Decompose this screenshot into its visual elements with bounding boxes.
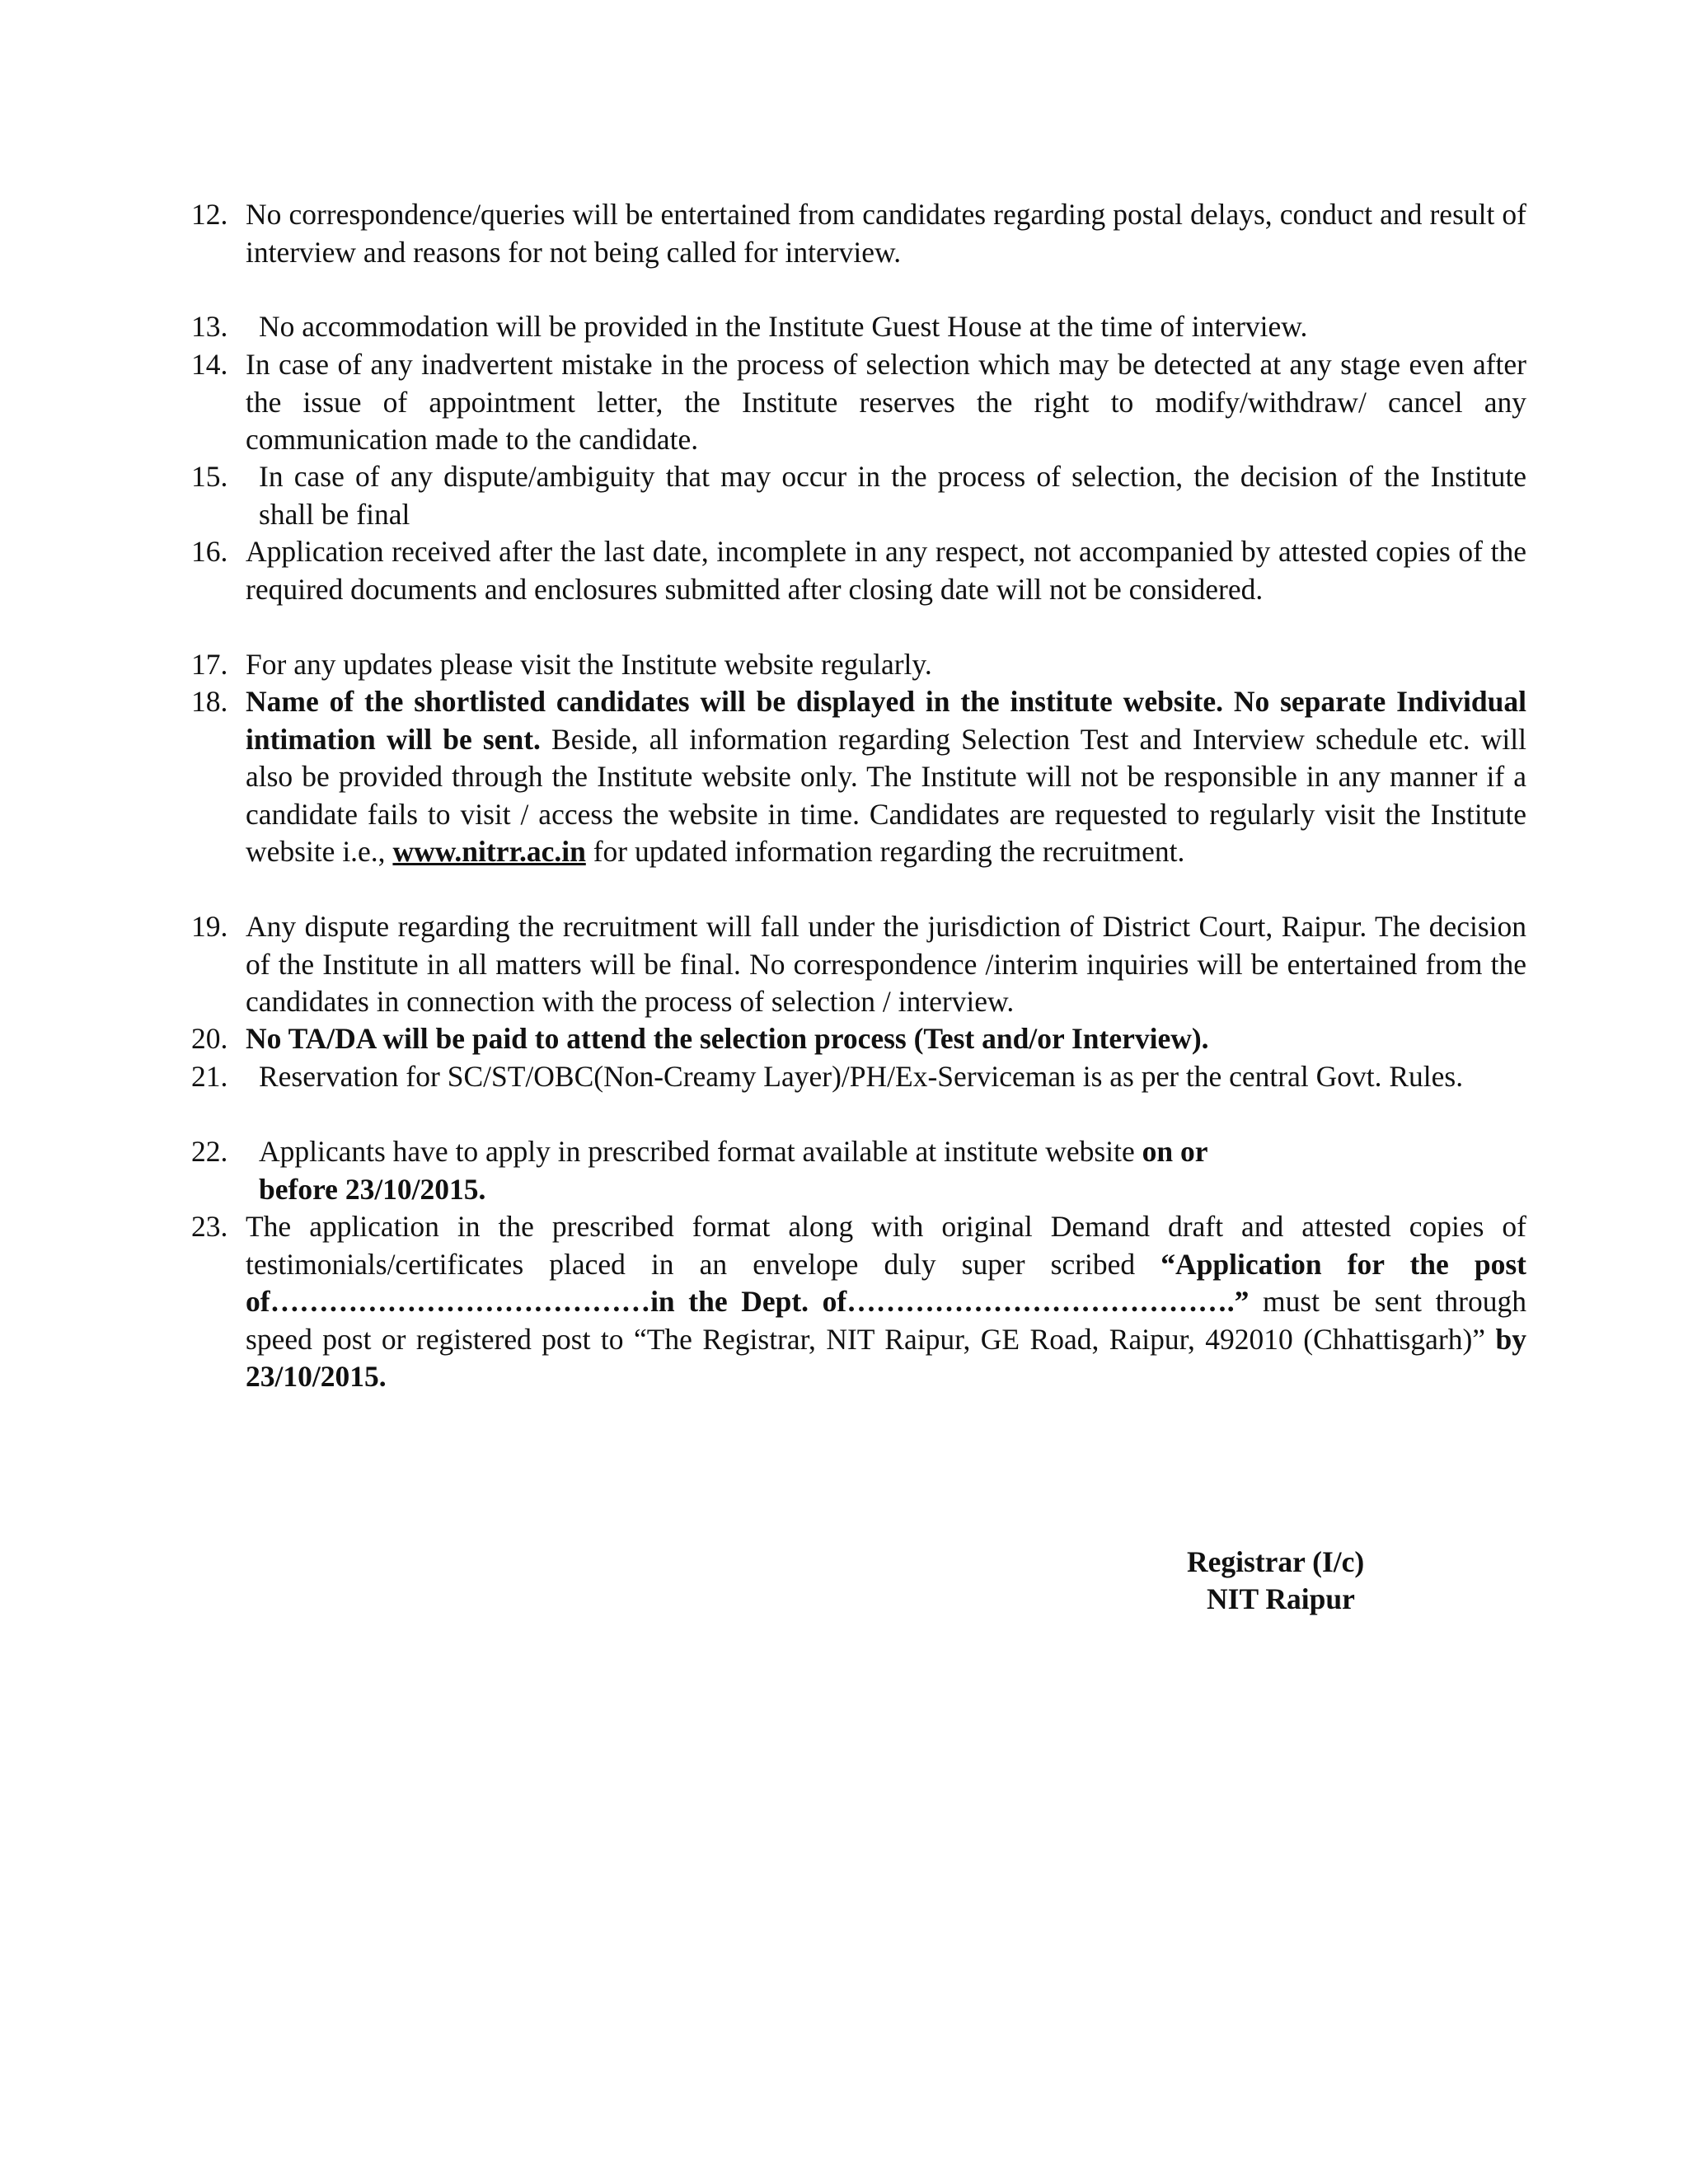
item-bold-text: on or xyxy=(1142,1135,1208,1168)
list-item-14 xyxy=(191,346,1526,459)
item-text: In case of any inadvertent mistake in the process of selection which may be detected at any stage even after the issue of appointment letter, the Institute reserves the right to modify/withdraw/ cancel any communication made to the candidate. xyxy=(246,348,1526,456)
item-text xyxy=(246,683,1526,871)
list-item-19 xyxy=(191,908,1526,1021)
item-text-part: The application in the prescribed format along with original Demand draft and attested copies of testimonials/certificates placed in an envelope duly super scribed xyxy=(246,1210,1526,1281)
item-number: 22. xyxy=(191,1135,228,1168)
website-link[interactable]: www.nitrr.ac.in xyxy=(392,835,586,868)
item-number: 20. xyxy=(191,1022,228,1055)
item-number: 13. xyxy=(191,310,228,343)
item-text-part: for updated information regarding the recruitment. xyxy=(585,835,1185,868)
item-text xyxy=(259,1133,1526,1208)
list-item-23 xyxy=(191,1208,1526,1396)
item-number: 18. xyxy=(191,685,228,718)
list-item-15 xyxy=(191,458,1526,533)
list-item-17 xyxy=(191,646,1526,684)
item-number: 15. xyxy=(191,460,228,493)
list-item-20 xyxy=(191,1020,1526,1058)
list-item-21 xyxy=(191,1058,1526,1096)
item-number: 12. xyxy=(191,198,228,231)
item-text: For any updates please visit the Institute website regularly. xyxy=(246,648,932,681)
item-number: 21. xyxy=(191,1060,228,1093)
signature-title: Registrar (I/c) xyxy=(1187,1545,1365,1578)
item-number: 17. xyxy=(191,648,228,681)
item-text: Any dispute regarding the recruitment will fall under the jurisdiction of District Court, Raipur. The decision of the Institute in all matters will be final. No correspondence /interim inquiries will be entertained from the candidates in connection with the process of selection / interview. xyxy=(246,910,1526,1018)
item-number: 23. xyxy=(191,1210,228,1243)
item-bold-text: before 23/10/2015. xyxy=(259,1172,486,1206)
item-text: Reservation for SC/ST/OBC(Non-Creamy Layer)/PH/Ex-Serviceman is as per the central Govt. Rules. xyxy=(259,1060,1464,1093)
item-text: No accommodation will be provided in the Institute Guest House at the time of interview. xyxy=(259,310,1308,343)
item-text: Application received after the last date, incomplete in any respect, not accompanied by attested copies of the required documents and enclosures submitted after closing date will not be considered. xyxy=(246,535,1526,606)
signature-institute: NIT Raipur xyxy=(1207,1582,1355,1615)
item-text-part: must be sent through speed post or registered post to “The Registrar, NIT Raipur, GE Road, Raipur, 492010 (Chhattisgarh)” xyxy=(246,1285,1526,1356)
item-text xyxy=(246,1020,1526,1058)
item-text xyxy=(246,1208,1526,1396)
item-text: No correspondence/queries will be entertained from candidates regarding postal delays, conduct and result of interview and reasons for not being called for interview. xyxy=(246,198,1526,269)
item-text-part: Beside, all information regarding Selection Test and Interview schedule etc. will also be provided through the Institute website only. The Institute will not be responsible in any manner if a candidate fails to visit / access the website in time. Candidates are requested to regularly visit the Institute website i.e., xyxy=(246,722,1526,868)
item-number: 19. xyxy=(191,910,228,943)
item-text-part: Applicants have to apply in prescribed format available at institute website xyxy=(259,1135,1142,1168)
list-item-13 xyxy=(191,308,1526,346)
item-bold-text: No TA/DA will be paid to attend the selection process (Test and/or Interview). xyxy=(246,1022,1209,1055)
item-text: In case of any dispute/ambiguity that may occur in the process of selection, the decision of the Institute shall be final xyxy=(259,460,1526,531)
item-number: 14. xyxy=(191,348,228,381)
item-bold-text: “Application for the post of…………………………………in the Dept. of………………………………….” xyxy=(246,1247,1526,1318)
item-bold-text: by 23/10/2015. xyxy=(246,1322,1526,1393)
item-bold-text: Name of the shortlisted candidates will be displayed in the institute website. No separate Individual intimation will be sent. xyxy=(246,685,1526,756)
list-item-16 xyxy=(191,533,1526,608)
list-item-18 xyxy=(191,683,1526,871)
list-item-22 xyxy=(191,1133,1526,1208)
list-item-12 xyxy=(191,196,1526,271)
item-number: 16. xyxy=(191,535,228,568)
